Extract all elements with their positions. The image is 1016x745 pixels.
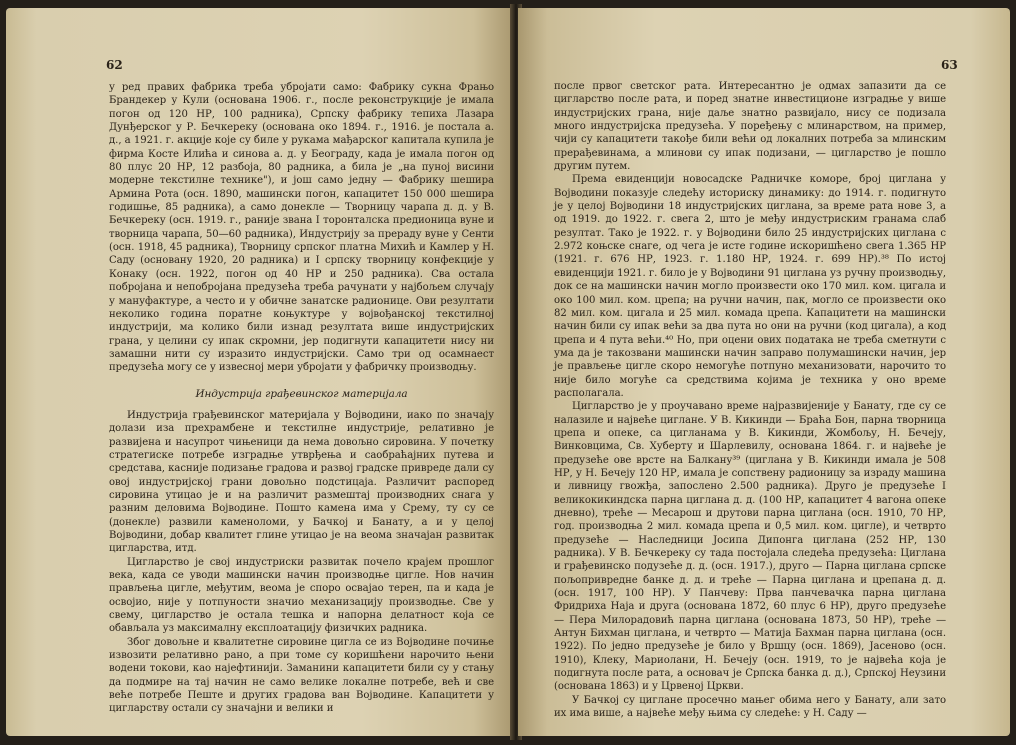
right-text-column bbox=[554, 80, 946, 721]
paragraph: после првог светског рата. Интересантно је одмах запазити да се цигларство после рата, и поред знатне инвестиционе изградње у више индустријских грана, није даље знатно развијало, нису се подизала много индустријска предузећа. У поређењу с млинарством, на пример, чији су капацитети такође били већи од локалних потреба за млинским прерађевинама, а млинови су ипак подизани, — цигларство је пошло другим путем. bbox=[554, 81, 946, 173]
paragraph: Због довољне и квалитетне сировине цигла се из Војводине почиње извозити релативно рано, а при томе су коришћени нарочито њени водени токови, као најефтинији. Заманини капацитети били су у стању да подмире на тај начин не само велике локалне потребе, већ и све веће потребе Пеште и других градова ван Војводине. Капацитети у цигларству остали су значајни и велики и bbox=[109, 636, 494, 715]
paragraph: У Бачкој су циглане просечно мањег обима него у Банату, али зато их има више, а највеће међу њима су следеће: у Н. Саду — bbox=[554, 694, 946, 720]
page-number: 62 bbox=[106, 58, 123, 72]
paragraph: у ред правих фабрика треба убројати само: Фабрику сукна Фрањо Брандекер у Кули (основана 1906. г., после реконструкције је имала погон од 120 НР, 100 радника), Српску фабрику тепиха Лазара Дунђерског у Р. Бечкереку (основана око 1894. г., 1916. је постала а. д., а 1921. г. акције које су биле у рукама мађарског капитала купила је фирма Косте Илића и синова а. д. у Београду, када је имала погон од 80 плус 20 НР, 12 разбоја, 80 радника, а била је „на пуној висини модерне текстилне технике"), и још само једну — Фабрику шешира Армина Рота (осн. 1890, машински погон, капацитет 150 000 шешира годишње, 85 радника), а само донекле — Творницу чарапа д. д. у В. Бечкереку (осн. 1919. г., раније звана I торонталска предионица вуне и творница чарапа, 50—60 радника), Индустрију за прераду вуне у Сенти (осн. 1918, 45 радника), Творницу српског платна Михић и Камлер у Н. Саду (основану 1920, 20 радника) и I српску творницу конфекције у Конаку (осн. 1922, погон од 40 НР и 250 радника). Сва остала побројана и непобројана предузећа треба рачунати у најбољем случају у мануфактуре, а често и у обичне занатске радионице. Ови резултати неколико година поратне коњуктуре у војвођанској текстилној индустрији, ма колико били изнад резултата више индустријских грана, у целини су ипак скромни, јер подигнути капацитети нису ни замашни нити су изразито индустријски. Само три од осамнаест предузећа могу се у извесној мери убројати у фабричку производњу. bbox=[109, 82, 494, 374]
section-heading: Индустрија грађевинског материјала bbox=[195, 387, 408, 400]
paragraph: Индустрија грађевинског материјала у Војводини, иако по значају долази иза прехрамбене и текстилне индустрије, релативно је развијена и насупрот чињеници да нема довољно сировина. У почетку стратегиске потребе изградње утврђења и саобраћајних путева и средстава, касније подизање градова и развој градске привреде дали су овој индустријској грани довољно подстицаја. Различит распоред сировина утицао је и на различит размештај производних снага у разним деловима Војводине. Пошто камена има у Срему, ту су се (донекле) развили каменоломи, у Бачкој и Банату, а и у целој Војводини, добар квалитет глине утицао је на веома значајан развитак цигларства, итд. bbox=[109, 409, 494, 555]
paragraph: Према евиденцији новосадске Радничке коморе, број циглана у Војводини показује следећу историску динамику: до 1914. г. подигнуто је у целој Војводини 18 индустријских циглана, за време рата нове 3, а од 1919. до 1922. г. свега 2, што је међу индустриским гранама слаб резултат. Тако је 1922. г. у Војводини било 25 индустријских циглана с 2.972 коњске снаге, од чега је исте године искоришћено свега 1.365 НР (1921. г. 676 НР, 1923. г. 1.180 НР, 1924. г. 699 НР).³⁸ По истој евиденцији 1921. г. било је у Војводини 91 циглана уз ручну производњу, док се на машински начин могло произвести око 170 мил. ком. цигала и око 100 мил. ком. црепа; на ручни начин, пак, могло се произвести око 82 мил. ком. цигала и 25 мил. комада црепа. Капацитети на машински начин били су ипак већи за два пута но они на ручни (код цигала), а код црепа и 4 пута већи.⁴⁰ Но, при оцени ових података не треба сметнути с ума да је такозвани машински начин заправо полумашински начин, јер је прављење цигле скоро немогуће потпуно механизовати, нарочито то није било могуће са средствима којима је техника у оно време располагала. bbox=[554, 174, 946, 399]
left-page bbox=[6, 8, 514, 736]
paragraph: Цигларство је у проучавано време најразвијеније у Банату, где су се налазиле и највеће циглане. У В. Кикинди — Браћа Бон, парна творница црепа и опеке, са цигланама у В. Кикинди, Жомбољу, Н. Бечеју, Винковцима, Св. Хуберту и Шарлевилу, основана 1864. г. и највеће је предузеће ове врсте на Балкану³⁹ (циглана у В. Кикинди имала је 508 НР, у Н. Бечеју 120 НР, имала је сопствену радионицу за израду машина и ливницу гвожђа, запослено 2.500 радника). Друго је предузеће I великокикиндска парна циглана д. д. (100 НР, капацитет 4 вагона опеке дневно), треће — Месарош и друтови парна циглана (осн. 1910, 70 НР, год. производња 2 мил. комада црепа и 0,5 мил. ком. цигле), и четврто предузеће — Наследници Јосипа Дипонга циглана (252 НР, 130 радника). У В. Бечкереку су тада постојала следећа предузећа: Циглана и грађевинско подузеће д. д. (осн. 1917.), друго — Парна циглана српске пољопривредне банке д. д. и треће — Парна циглана и црепана д. д. (осн. 1917, 100 НР). У Панчеву: Прва панчевачка парна циглана Фридриха Наја и друга (основана 1872, 60 плус 6 НР), друго предузеће — Пера Милорадовић парна циглана (основана 1873, 50 НР), треће — Антун Бихман циглана, и четврто — Матија Бахман парна циглана (осн. 1922). По једно предузеће је било у Вршцу (осн. 1869), Јасеново (осн. 1910), Клеку, Мариолани, Н. Бечеју (осн. 1919, то је највећа која је подигнута после рата, а основач је Српска банка д. д.), Српској Неузини (основана 1863) и у Црвеној Цркви. bbox=[554, 401, 946, 693]
right-page bbox=[518, 8, 1010, 736]
paragraph: Цигларство је свој индустриски развитак почело крајем прошлог века, када се уводи машински начин производње цигле. Нов начин прављења цигле, међутим, веома је споро освајао терен, па и када је освојио, није у потпуности значио механизацију производње. Све у свему, цигларство је остала тешка и напорна делатност која се обављала уз максималну експлоатацију физичких радника. bbox=[109, 556, 494, 635]
left-text-column bbox=[109, 81, 494, 716]
page-number: 63 bbox=[941, 58, 958, 72]
